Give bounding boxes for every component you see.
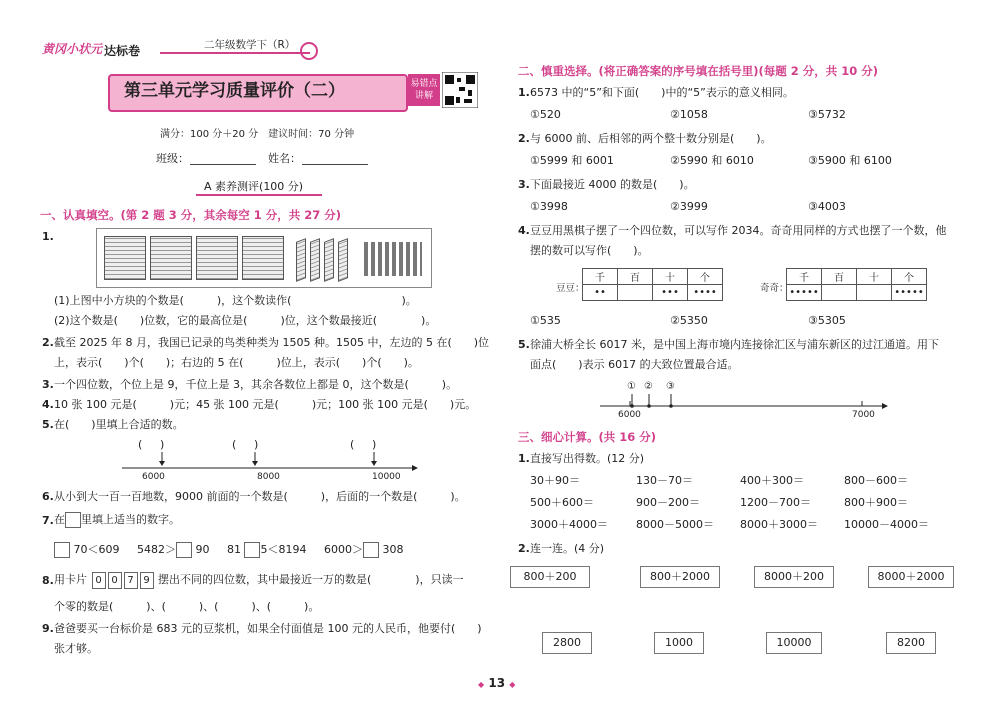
s2-q4-opt2[interactable]: ②5350 bbox=[670, 314, 708, 327]
brand-logo: 黄冈小状元 bbox=[42, 42, 103, 56]
hundred-flat-2 bbox=[310, 238, 320, 282]
thousand-cube-4 bbox=[242, 236, 284, 280]
s2-q5-tick-7000: 7000 bbox=[852, 410, 875, 420]
q7-text-a: 在 bbox=[54, 513, 65, 526]
q4-text: 10 张 100 元是( )元；45 张 100 元是( )元；100 张 100 元是( )元。 bbox=[54, 398, 477, 411]
swirl-icon bbox=[300, 42, 318, 60]
q7-text-b: 里填上适当的数字。 bbox=[81, 513, 180, 526]
calc-r2-c4: 800＋900＝ bbox=[844, 496, 908, 509]
qiqi-h-bai: 百 bbox=[822, 269, 857, 285]
s2-q2-opt3[interactable]: ③5900 和 6100 bbox=[808, 154, 892, 167]
s2-q4-opt1[interactable]: ①535 bbox=[530, 314, 561, 327]
s2-q5-tick-6000: 6000 bbox=[618, 410, 641, 420]
grade-label: 二年级数学下（R） bbox=[204, 39, 296, 51]
s2-q2-opt1[interactable]: ①5999 和 6001 bbox=[530, 154, 614, 167]
svg-text:): ) bbox=[160, 438, 165, 451]
name-label: 姓名： bbox=[268, 152, 301, 165]
q7-input-3[interactable] bbox=[244, 542, 260, 558]
qiqi-c-qian: ••••• bbox=[787, 285, 822, 301]
qr-label-text: 易错点讲解 bbox=[410, 79, 438, 101]
doudou-h-ge: 个 bbox=[688, 269, 723, 285]
q7-item-5: 5＜8194 bbox=[260, 543, 307, 556]
s2-q3-opt1[interactable]: ①3998 bbox=[530, 200, 568, 213]
q8-card-1: 0 bbox=[92, 572, 106, 589]
s2-q3-text: 下面最接近 4000 的数是( )。 bbox=[530, 178, 695, 191]
qiqi-h-qian: 千 bbox=[787, 269, 822, 285]
q3-text: 一个四位数，个位上是 9，千位上是 3，其余各数位上都是 0，这个数是( )。 bbox=[54, 378, 458, 391]
calc-r3-c2: 8000－5000＝ bbox=[636, 518, 714, 531]
thousand-cube-1 bbox=[104, 236, 146, 280]
q7-number: 7. bbox=[42, 514, 54, 527]
q8-number: 8. bbox=[42, 574, 54, 587]
q1-part-a: (1)上图中小方块的个数是( )，这个数读作( )。 bbox=[54, 294, 417, 307]
s2-q5-point-2: ② bbox=[644, 381, 653, 392]
q9-line-b: 张才够。 bbox=[54, 642, 98, 655]
doudou-h-shi: 十 bbox=[653, 269, 688, 285]
q7-input-2[interactable] bbox=[176, 542, 192, 558]
calc-r3-c3: 8000＋3000＝ bbox=[740, 518, 818, 531]
q8-card-3: 7 bbox=[124, 572, 138, 589]
q5-text: 在( )里填上合适的数。 bbox=[54, 418, 184, 431]
s2-q4-opt3[interactable]: ③5305 bbox=[808, 314, 846, 327]
unit-title: 第三单元学习质量评价（二） bbox=[124, 81, 345, 101]
hundred-flat-3 bbox=[324, 238, 334, 282]
calc-r3-c1: 3000＋4000＝ bbox=[530, 518, 608, 531]
q8-line-a bbox=[54, 572, 464, 589]
expr-box-4[interactable]: 8000＋2000 bbox=[868, 566, 954, 588]
q7-item-6: 6000＞ bbox=[323, 543, 363, 556]
calc-r2-c3: 1200－700＝ bbox=[740, 496, 811, 509]
q8-card-4: 9 bbox=[140, 572, 154, 589]
calc-r3-c4: 10000－4000＝ bbox=[844, 518, 929, 531]
answer-box-1[interactable]: 2800 bbox=[542, 632, 592, 654]
qiqi-c-ge: ••••• bbox=[892, 285, 927, 301]
s2-q2-number: 2. bbox=[518, 132, 530, 145]
page-ornament-right: ◆ bbox=[509, 680, 516, 689]
s2-q3-opt3[interactable]: ③4003 bbox=[808, 200, 846, 213]
svg-text:): ) bbox=[254, 438, 259, 451]
qiqi-h-shi: 十 bbox=[857, 269, 892, 285]
s2-q1-opt3[interactable]: ③5732 bbox=[808, 108, 846, 121]
svg-text:(: ( bbox=[138, 438, 143, 451]
q7-item-4: 81 bbox=[226, 543, 241, 556]
doudou-label: 豆豆： bbox=[556, 283, 585, 294]
s2-q5-point-1: ① bbox=[627, 381, 636, 392]
svg-text:): ) bbox=[372, 438, 377, 451]
s2-q1-text: 6573 中的“5”和下面( )中的“5”表示的意义相同。 bbox=[530, 86, 794, 99]
s2-q1-opt1[interactable]: ①520 bbox=[530, 108, 561, 121]
s2-q5-point-3: ③ bbox=[666, 381, 675, 392]
doudou-c-bai bbox=[618, 285, 653, 301]
q5-tick-6000: 6000 bbox=[142, 472, 165, 482]
q7-item-1: 70＜609 bbox=[73, 543, 120, 556]
calc-r1-c1: 30＋90＝ bbox=[530, 474, 580, 487]
calc-r2-c2: 900－200＝ bbox=[636, 496, 700, 509]
svg-text:(: ( bbox=[350, 438, 355, 451]
calc-r1-c2: 130－70＝ bbox=[636, 474, 693, 487]
class-field[interactable] bbox=[190, 164, 256, 165]
s3-q1-number: 1. bbox=[518, 452, 530, 465]
doudou-c-qian: •• bbox=[583, 285, 618, 301]
answer-box-3[interactable]: 10000 bbox=[766, 632, 822, 654]
q9-line-a: 爸爸要买一台标价是 683 元的豆浆机，如果全付面值是 100 元的人民币，他要付( ) bbox=[54, 622, 482, 635]
class-label: 班级： bbox=[156, 152, 189, 165]
answer-box-2[interactable]: 1000 bbox=[654, 632, 704, 654]
q7-item-2: 5482＞ bbox=[136, 543, 176, 556]
s2-q4-number: 4. bbox=[518, 224, 530, 237]
s2-q1-number: 1. bbox=[518, 86, 530, 99]
q7-items bbox=[54, 542, 403, 558]
qiqi-c-shi bbox=[857, 285, 892, 301]
calc-r2-c1: 500＋600＝ bbox=[530, 496, 594, 509]
doudou-c-ge: •••• bbox=[688, 285, 723, 301]
q7-item-7: 308 bbox=[382, 543, 404, 556]
q8-text-a: 用卡片 bbox=[54, 573, 87, 586]
q7-text bbox=[54, 512, 180, 528]
s2-q4-line-b: 摆的数可以写作( )。 bbox=[530, 244, 649, 257]
section1-title: 一、认真填空。(第 2 题 3 分，其余每空 1 分，共 27 分) bbox=[40, 208, 342, 222]
qr-label bbox=[408, 74, 440, 106]
q9-number: 9. bbox=[42, 622, 54, 635]
s2-q2-text: 与 6000 前、后相邻的两个整十数分别是( )。 bbox=[530, 132, 772, 145]
svg-text:(: ( bbox=[232, 438, 237, 451]
s3-q2-number: 2. bbox=[518, 542, 530, 555]
s2-q4-line-a: 豆豆用黑棋子摆了一个四位数，可以写作 2034。奇奇用同样的方式也摆了一个数，他 bbox=[530, 224, 947, 237]
thousand-cube-3 bbox=[196, 236, 238, 280]
q8-text-b: 摆出不同的四位数，其中最接近一万的数是( )，只读一 bbox=[158, 573, 464, 586]
q7-input-1[interactable] bbox=[54, 542, 70, 558]
calc-r1-c4: 800－600＝ bbox=[844, 474, 908, 487]
q2-line-a: 截至 2025 年 8 月，我国已记录的鸟类种类为 1505 种。1505 中，左边的 5 在( )位 bbox=[54, 336, 490, 349]
expr-box-3[interactable]: 8000＋200 bbox=[754, 566, 834, 588]
calc-r1-c3: 400＋300＝ bbox=[740, 474, 804, 487]
score-line: 满分：100 分＋20 分 建议时间：70 分钟 bbox=[160, 129, 355, 140]
ten-rods bbox=[364, 242, 422, 276]
doudou-c-shi: ••• bbox=[653, 285, 688, 301]
qr-code-icon[interactable] bbox=[442, 72, 478, 108]
name-field[interactable] bbox=[302, 164, 368, 165]
q6-number: 6. bbox=[42, 490, 54, 503]
expr-box-2[interactable]: 800＋2000 bbox=[640, 566, 720, 588]
hundred-flat-4 bbox=[338, 238, 348, 282]
s2-q5-line-a: 徐浦大桥全长 6017 米，是中国上海市境内连接徐汇区与浦东新区的过江通道。用下 bbox=[530, 338, 939, 351]
s2-q1-opt2[interactable]: ②1058 bbox=[670, 108, 708, 121]
grade-bar bbox=[160, 52, 310, 54]
thousand-cube-2 bbox=[150, 236, 192, 280]
q4-number: 4. bbox=[42, 398, 54, 411]
q3-number: 3. bbox=[42, 378, 54, 391]
q1-number: 1. bbox=[42, 230, 54, 243]
answer-box-4[interactable]: 8200 bbox=[886, 632, 936, 654]
section2-title: 二、慎重选择。(将正确答案的序号填在括号里)(每题 2 分，共 10 分) bbox=[518, 64, 879, 78]
s2-q5-number-line bbox=[598, 384, 888, 410]
s3-q1-text: 直接写出得数。(12 分) bbox=[530, 452, 645, 465]
page-ornament-left: ◆ bbox=[478, 680, 485, 689]
series-name: 达标卷 bbox=[104, 44, 141, 58]
hundred-flat-1 bbox=[296, 238, 306, 282]
expr-box-1[interactable]: 800＋200 bbox=[510, 566, 590, 588]
s2-q2-opt2[interactable]: ②5990 和 6010 bbox=[670, 154, 754, 167]
q2-line-b: 上，表示( )个( )；右边的 5 在( )位上，表示( )个( )。 bbox=[54, 356, 419, 369]
q5-tick-10000: 10000 bbox=[372, 472, 401, 482]
q7-sample-box bbox=[65, 512, 81, 528]
q7-input-4[interactable] bbox=[363, 542, 379, 558]
qiqi-label: 奇奇： bbox=[760, 283, 789, 294]
q6-text: 从小到大一百一百地数，9000 前面的一个数是( )，后面的一个数是( )。 bbox=[54, 490, 466, 503]
s2-q5-number: 5. bbox=[518, 338, 530, 351]
qiqi-c-bai bbox=[822, 285, 857, 301]
qiqi-place-table bbox=[786, 268, 927, 301]
doudou-place-table bbox=[582, 268, 723, 301]
page-number-text: 13 bbox=[488, 676, 506, 690]
part-title: A 素养测评(100 分) bbox=[204, 180, 304, 193]
doudou-h-qian: 千 bbox=[583, 269, 618, 285]
s2-q3-opt2[interactable]: ②3999 bbox=[670, 200, 708, 213]
part-underline bbox=[196, 194, 322, 196]
page-number bbox=[478, 676, 515, 692]
s2-q3-number: 3. bbox=[518, 178, 530, 191]
q7-item-3: 90 bbox=[195, 543, 210, 556]
s2-q5-line-b: 面点( )表示 6017 的大致位置最合适。 bbox=[530, 358, 739, 371]
q5-number: 5. bbox=[42, 418, 54, 431]
q1-part-b: (2)这个数是( )位数，它的最高位是( )位，这个数最接近( )。 bbox=[54, 314, 437, 327]
s3-q2-text: 连一连。(4 分) bbox=[530, 542, 605, 555]
doudou-h-bai: 百 bbox=[618, 269, 653, 285]
section3-title: 三、细心计算。(共 16 分) bbox=[518, 430, 657, 444]
q5-tick-8000: 8000 bbox=[257, 472, 280, 482]
q8-card-2: 0 bbox=[108, 572, 122, 589]
qiqi-h-ge: 个 bbox=[892, 269, 927, 285]
q8-line-c: 个零的数是( )、( )、( )、( )。 bbox=[54, 600, 320, 613]
q2-number: 2. bbox=[42, 336, 54, 349]
